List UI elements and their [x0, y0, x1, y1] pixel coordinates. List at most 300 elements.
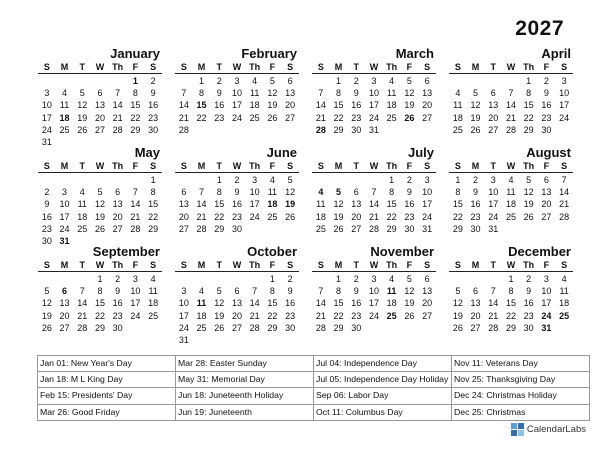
- holiday-entry: Feb 15: Presidents' Day: [38, 388, 176, 404]
- day-cell: 4: [389, 274, 395, 284]
- day-cell: 21: [488, 310, 499, 321]
- day-cell: 30: [470, 223, 481, 234]
- day-cell: 18: [196, 310, 207, 321]
- weekday-header: Th: [383, 259, 401, 272]
- day-cell: 8: [336, 286, 342, 297]
- day-cell: 2: [150, 76, 156, 86]
- day-cell: 16: [214, 100, 225, 111]
- month-august: [449, 145, 573, 244]
- weekday-header: S: [175, 259, 193, 272]
- weekday-header: W: [502, 259, 520, 272]
- day-cell: 2: [115, 274, 121, 284]
- day-cell: 9: [543, 88, 549, 99]
- day-cell: 25: [452, 124, 463, 135]
- day-cell: 1: [526, 76, 532, 86]
- day-cell: 2: [353, 76, 359, 86]
- day-cell: 1: [97, 274, 103, 284]
- day-cell: 16: [523, 298, 534, 309]
- day-cell: 31: [422, 223, 433, 234]
- day-cell: 25: [196, 322, 207, 333]
- day-cell: 4: [269, 175, 275, 185]
- day-cell: 6: [490, 88, 496, 99]
- day-cell: 20: [470, 310, 481, 321]
- day-cell: 23: [285, 310, 296, 321]
- day-cell: 12: [523, 187, 534, 198]
- day-cell: 3: [561, 76, 567, 86]
- day-cell: 13: [470, 298, 481, 309]
- day-cell: 9: [526, 286, 532, 297]
- month-table: [38, 61, 162, 148]
- day-cell: 21: [505, 112, 516, 123]
- day-cell: 5: [216, 286, 222, 297]
- day-cell: 9: [234, 187, 240, 198]
- day-cell: 5: [406, 274, 412, 284]
- day-cell: 25: [267, 211, 278, 222]
- day-cell: 22: [333, 112, 344, 123]
- day-cell: 23: [470, 211, 481, 222]
- day-cell: 17: [249, 199, 260, 210]
- holiday-entry: Jul 04: Independence Day: [314, 356, 452, 372]
- day-cell: 27: [112, 223, 123, 234]
- day-cell: 24: [559, 112, 570, 123]
- day-cell: 10: [41, 100, 52, 111]
- day-cell: 22: [505, 310, 516, 321]
- weekday-header: F: [401, 259, 419, 272]
- day-cell: 12: [404, 88, 415, 99]
- day-cell: 7: [371, 187, 377, 198]
- month-march: [312, 46, 436, 145]
- weekday-header: T: [484, 259, 502, 272]
- day-cell: 31: [541, 322, 552, 333]
- day-cell: 9: [44, 199, 50, 210]
- day-cell: 5: [473, 88, 479, 99]
- month-table: [312, 160, 436, 247]
- month-december: [449, 244, 573, 343]
- weekday-header: T: [73, 259, 91, 272]
- day-cell: 11: [77, 199, 87, 210]
- day-cell: 25: [505, 211, 516, 222]
- day-cell: 22: [130, 112, 141, 123]
- day-cell: 29: [214, 223, 225, 234]
- day-cell: 1: [216, 175, 222, 185]
- day-cell: 3: [490, 175, 496, 185]
- day-cell: 26: [523, 211, 534, 222]
- weekday-header: M: [467, 160, 485, 173]
- day-cell: 31: [59, 236, 70, 247]
- day-cell: 26: [77, 124, 88, 135]
- day-cell: 26: [404, 112, 415, 123]
- weekday-header: F: [538, 61, 556, 74]
- weekday-header: S: [555, 259, 573, 272]
- day-cell: 30: [285, 322, 296, 333]
- day-cell: 13: [94, 100, 105, 111]
- day-cell: 27: [422, 112, 433, 123]
- day-cell: 14: [488, 298, 499, 309]
- month-october: [175, 244, 299, 346]
- day-cell: 28: [559, 211, 570, 222]
- weekday-header: Th: [246, 61, 264, 74]
- day-cell: 16: [148, 100, 159, 111]
- day-cell: 9: [115, 286, 121, 297]
- weekday-header: F: [127, 259, 145, 272]
- day-cell: 7: [199, 187, 205, 198]
- weekday-header: F: [264, 61, 282, 74]
- day-cell: 26: [333, 223, 344, 234]
- month-table: [175, 61, 299, 148]
- day-cell: 22: [452, 211, 463, 222]
- day-cell: 16: [112, 298, 123, 309]
- day-cell: 29: [386, 223, 397, 234]
- day-cell: 21: [77, 310, 88, 321]
- day-cell: 20: [488, 112, 499, 123]
- day-cell: 18: [77, 211, 88, 222]
- day-cell: 21: [178, 112, 189, 123]
- weekday-header: S: [175, 61, 193, 74]
- month-name: January: [110, 46, 160, 61]
- month-table: [449, 160, 573, 247]
- day-cell: 13: [112, 199, 123, 210]
- day-cell: 16: [351, 100, 362, 111]
- day-cell: 4: [62, 88, 68, 99]
- day-cell: 28: [488, 322, 499, 333]
- weekday-header: M: [330, 61, 348, 74]
- months-grid: [38, 46, 575, 346]
- day-cell: 14: [196, 199, 207, 210]
- day-cell: 5: [526, 175, 532, 185]
- day-cell: 10: [422, 187, 433, 198]
- brand: [511, 423, 586, 436]
- weekday-header: Th: [246, 160, 264, 173]
- day-cell: 4: [150, 274, 156, 284]
- day-cell: 8: [150, 187, 156, 198]
- month-may: [38, 145, 162, 247]
- day-cell: 8: [199, 88, 205, 99]
- weekday-header: W: [502, 160, 520, 173]
- day-cell: 10: [130, 286, 141, 297]
- day-cell: 29: [333, 322, 344, 333]
- day-cell: 27: [178, 223, 189, 234]
- day-cell: 7: [115, 88, 121, 99]
- month-april: [449, 46, 573, 145]
- day-cell: 5: [287, 175, 293, 185]
- day-cell: 28: [315, 322, 326, 333]
- weekday-header: T: [347, 61, 365, 74]
- day-cell: 14: [505, 100, 516, 111]
- day-cell: 18: [315, 211, 326, 222]
- day-cell: 2: [234, 175, 240, 185]
- day-cell: 2: [543, 76, 549, 86]
- day-cell: 14: [178, 100, 189, 111]
- day-cell: 2: [353, 274, 359, 284]
- day-cell: 25: [315, 223, 326, 234]
- weekday-header: T: [73, 160, 91, 173]
- holiday-entry: Jun 19: Juneteenth: [176, 405, 314, 421]
- day-cell: 16: [351, 298, 362, 309]
- month-june: [175, 145, 299, 244]
- day-cell: 10: [249, 187, 260, 198]
- month-name: October: [247, 244, 297, 259]
- weekday-header: M: [330, 259, 348, 272]
- day-cell: 22: [148, 211, 159, 222]
- day-cell: 30: [351, 124, 362, 135]
- day-cell: 10: [541, 286, 552, 297]
- weekday-header: Th: [383, 160, 401, 173]
- day-cell: 11: [267, 187, 278, 198]
- weekday-header: Th: [109, 160, 127, 173]
- day-cell: 26: [404, 310, 415, 321]
- day-cell: 13: [422, 286, 433, 297]
- day-cell: 19: [214, 310, 225, 321]
- day-cell: 24: [488, 211, 499, 222]
- day-cell: 25: [77, 223, 88, 234]
- weekday-header: T: [484, 61, 502, 74]
- day-cell: 6: [424, 76, 430, 86]
- day-cell: 5: [455, 286, 461, 297]
- day-cell: 25: [148, 310, 159, 321]
- holiday-entry: Dec 25: Christmas: [452, 405, 590, 421]
- day-cell: 28: [505, 124, 516, 135]
- day-cell: 28: [249, 322, 260, 333]
- day-cell: 13: [351, 199, 362, 210]
- month-table: [38, 259, 162, 346]
- day-cell: 16: [231, 199, 242, 210]
- day-cell: 3: [371, 274, 377, 284]
- day-cell: 19: [452, 310, 463, 321]
- day-cell: 15: [523, 100, 534, 111]
- day-cell: 24: [368, 112, 379, 123]
- day-cell: 15: [130, 100, 141, 111]
- day-cell: 30: [404, 223, 415, 234]
- day-cell: 10: [368, 286, 379, 297]
- day-cell: 17: [59, 211, 70, 222]
- day-cell: 9: [353, 286, 359, 297]
- day-cell: 30: [351, 322, 362, 333]
- day-cell: 1: [269, 274, 275, 284]
- month-table: [175, 160, 299, 247]
- day-cell: 20: [231, 310, 242, 321]
- day-cell: 1: [336, 274, 342, 284]
- day-cell: 9: [473, 187, 479, 198]
- day-cell: 14: [112, 100, 123, 111]
- day-cell: 24: [130, 310, 141, 321]
- day-cell: 12: [41, 298, 52, 309]
- day-cell: 28: [130, 223, 141, 234]
- day-cell: 19: [404, 298, 415, 309]
- day-cell: 14: [130, 199, 141, 210]
- day-cell: 12: [94, 199, 105, 210]
- day-cell: 27: [59, 322, 70, 333]
- year-title: 2027: [515, 17, 564, 40]
- day-cell: 16: [404, 199, 415, 210]
- day-cell: 23: [351, 310, 362, 321]
- day-cell: 11: [148, 286, 158, 297]
- day-cell: 25: [249, 112, 260, 123]
- day-cell: 27: [94, 124, 105, 135]
- month-table: [312, 259, 436, 346]
- weekday-header: S: [281, 61, 299, 74]
- day-cell: 3: [181, 286, 187, 297]
- day-cell: 6: [473, 286, 479, 297]
- day-cell: 4: [561, 274, 567, 284]
- day-cell: 26: [94, 223, 105, 234]
- weekday-header: S: [555, 160, 573, 173]
- day-cell: 21: [315, 112, 326, 123]
- day-cell: 18: [452, 112, 463, 123]
- month-name: July: [407, 145, 434, 160]
- day-cell: 17: [368, 298, 379, 309]
- day-cell: 23: [404, 211, 415, 222]
- day-cell: 21: [112, 112, 123, 123]
- day-cell: 15: [267, 298, 278, 309]
- day-cell: 8: [97, 286, 103, 297]
- day-cell: 13: [541, 187, 552, 198]
- day-cell: 27: [470, 322, 481, 333]
- month-january: [38, 46, 162, 148]
- day-cell: 1: [455, 175, 461, 185]
- weekday-header: M: [193, 61, 211, 74]
- day-cell: 17: [231, 100, 242, 111]
- day-cell: 25: [386, 310, 397, 321]
- month-name: May: [134, 145, 160, 160]
- brand-label: CalendarLabs: [526, 424, 586, 435]
- day-cell: 9: [287, 286, 293, 297]
- weekday-header: S: [418, 61, 436, 74]
- day-cell: 4: [318, 187, 324, 198]
- day-cell: 7: [318, 88, 324, 99]
- day-cell: 8: [389, 187, 395, 198]
- day-cell: 15: [148, 199, 159, 210]
- weekday-header: M: [56, 160, 74, 173]
- day-cell: 18: [386, 298, 397, 309]
- day-cell: 12: [285, 187, 296, 198]
- day-cell: 15: [333, 298, 344, 309]
- weekday-header: Th: [520, 259, 538, 272]
- day-cell: 13: [488, 100, 499, 111]
- day-cell: 12: [404, 286, 415, 297]
- month-table: [312, 61, 436, 148]
- weekday-header: S: [281, 160, 299, 173]
- day-cell: 30: [112, 322, 123, 333]
- weekday-header: T: [73, 61, 91, 74]
- weekday-header: S: [312, 160, 330, 173]
- day-cell: 20: [541, 199, 552, 210]
- day-cell: 3: [543, 274, 549, 284]
- day-cell: 24: [178, 322, 189, 333]
- weekday-header: S: [449, 160, 467, 173]
- day-cell: 17: [559, 100, 570, 111]
- day-cell: 15: [94, 298, 105, 309]
- holiday-entry: Sep 06: Labor Day: [314, 388, 452, 404]
- holiday-entry: Nov 11: Veterans Day: [452, 356, 590, 372]
- weekday-header: T: [347, 160, 365, 173]
- day-cell: 29: [130, 124, 141, 135]
- day-cell: 29: [267, 322, 278, 333]
- day-cell: 22: [267, 310, 278, 321]
- day-cell: 17: [41, 112, 52, 123]
- day-cell: 29: [523, 124, 534, 135]
- day-cell: 19: [41, 310, 52, 321]
- day-cell: 18: [505, 199, 516, 210]
- day-cell: 16: [470, 199, 481, 210]
- month-table: [449, 259, 573, 346]
- weekday-header: W: [91, 160, 109, 173]
- day-cell: 24: [541, 310, 552, 321]
- day-cell: 7: [318, 286, 324, 297]
- day-cell: 31: [368, 124, 379, 135]
- day-cell: 29: [333, 124, 344, 135]
- day-cell: 7: [490, 286, 496, 297]
- day-cell: 8: [216, 187, 222, 198]
- day-cell: 27: [422, 310, 433, 321]
- holiday-entry: Jul 05: Independence Day Holiday: [314, 372, 452, 388]
- day-cell: 24: [249, 211, 260, 222]
- month-name: August: [526, 145, 571, 160]
- day-cell: 4: [252, 76, 258, 86]
- day-cell: 10: [231, 88, 242, 99]
- month-february: [175, 46, 299, 145]
- day-cell: 9: [216, 88, 222, 99]
- day-cell: 2: [216, 76, 222, 86]
- day-cell: 27: [351, 223, 362, 234]
- weekday-header: S: [144, 160, 162, 173]
- day-cell: 29: [505, 322, 516, 333]
- day-cell: 13: [59, 298, 70, 309]
- holiday-entry: Jun 18: Juneteenth Holiday: [176, 388, 314, 404]
- day-cell: 2: [287, 274, 293, 284]
- day-cell: 28: [315, 124, 326, 135]
- day-cell: 28: [112, 124, 123, 135]
- day-cell: 8: [455, 187, 461, 198]
- holiday-entry: Nov 25: Thanksgiving Day: [452, 372, 590, 388]
- day-cell: 9: [406, 187, 412, 198]
- day-cell: 3: [234, 76, 240, 86]
- weekday-header: T: [210, 259, 228, 272]
- day-cell: 6: [353, 187, 359, 198]
- day-cell: 6: [97, 88, 103, 99]
- weekday-header: F: [127, 160, 145, 173]
- day-cell: 13: [422, 88, 433, 99]
- day-cell: 21: [559, 199, 570, 210]
- day-cell: 14: [559, 187, 570, 198]
- day-cell: 1: [389, 175, 395, 185]
- day-cell: 29: [94, 322, 105, 333]
- weekday-header: Th: [246, 259, 264, 272]
- day-cell: 12: [77, 100, 88, 111]
- day-cell: 17: [130, 298, 141, 309]
- weekday-header: M: [467, 61, 485, 74]
- weekday-header: W: [91, 61, 109, 74]
- weekday-header: M: [56, 61, 74, 74]
- day-cell: 24: [368, 310, 379, 321]
- day-cell: 25: [386, 112, 397, 123]
- day-cell: 16: [285, 298, 296, 309]
- weekday-header: Th: [109, 61, 127, 74]
- weekday-header: S: [175, 160, 193, 173]
- day-cell: 4: [199, 286, 205, 297]
- day-cell: 7: [252, 286, 258, 297]
- weekday-header: F: [401, 160, 419, 173]
- holiday-entry: Mar 26: Good Friday: [38, 405, 176, 421]
- day-cell: 23: [214, 112, 225, 123]
- weekday-header: S: [312, 259, 330, 272]
- day-cell: 9: [353, 88, 359, 99]
- day-cell: 6: [424, 274, 430, 284]
- month-name: September: [92, 244, 160, 259]
- day-cell: 14: [315, 100, 326, 111]
- day-cell: 18: [249, 100, 260, 111]
- day-cell: 10: [488, 187, 499, 198]
- day-cell: 21: [196, 211, 207, 222]
